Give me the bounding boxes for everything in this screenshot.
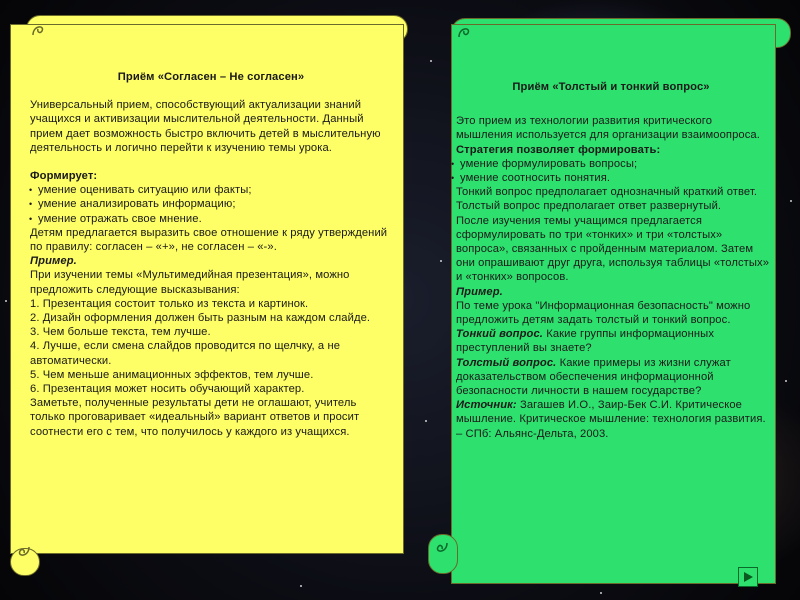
- thin-question-example: [456, 327, 770, 355]
- example-label: Пример.: [30, 255, 77, 268]
- example-text: По теме урока "Информационная безопасность" можно предложить детям задать толстый и тонкий вопрос.: [456, 299, 751, 327]
- statement: 6. Презентация может носить обучающий характер.: [30, 383, 305, 396]
- list-item: • умение анализировать информацию;: [30, 197, 392, 211]
- statement: 1. Презентация состоит только из текста и картинок.: [30, 297, 309, 310]
- right-card-content: [452, 80, 770, 441]
- scroll-curl-icon: [432, 540, 450, 558]
- left-card-content: [30, 70, 392, 439]
- scroll-curl-icon: [30, 20, 48, 38]
- list-item: • умение соотносить понятия.: [452, 171, 770, 185]
- thick-definition: Толстый вопрос предполагает ответ развернутый.: [456, 200, 722, 213]
- thin-definition: Тонкий вопрос предполагает однозначный краткий ответ.: [456, 186, 758, 199]
- procedure-text: После изучения темы учащимся предлагается сформулировать по три «тонких» и три «толстых» вопроса», связанных с пройденным материалом. Затем они опрашивают друг друга, используя таблицы «толстых» и «тонких» вопросов.: [456, 214, 770, 284]
- thick-question-example: [456, 356, 770, 399]
- thick-question-label: Толстый вопрос.: [456, 356, 557, 369]
- forms-list: [30, 183, 392, 226]
- left-card-intro: Универсальный прием, способствующий актуализации знаний учащихся и активизации мыслительной деятельности. Данный прием дает возможность быстро включить детей в мыслительную деятельность и логично перейти к изучению темы урока.: [30, 99, 381, 154]
- statement: 4. Лучше, если смена слайдов проводится по щелчку, а не автоматически.: [30, 340, 341, 367]
- task-text: Детям предлагается выразить свое отношение к ряду утверждений по правилу: согласен – «+», не согласен – «-».: [30, 226, 388, 254]
- right-card-title: Приём «Толстый и тонкий вопрос»: [512, 81, 710, 93]
- strategy-list: [452, 157, 770, 185]
- thin-question-text: Какие группы информационных преступлений вы знаете?: [456, 328, 715, 355]
- conclusion-text: Заметьте, полученные результаты дети не оглашают, учитель только проговаривает «идеальный» вариант ответов и просит соотнести его с тем, что получилось у каждого из учащихся.: [30, 397, 360, 438]
- statement: 5. Чем меньше анимационных эффектов, тем лучше.: [30, 368, 314, 381]
- forms-label: Формирует:: [30, 170, 98, 183]
- statement: 2. Дизайн оформления должен быть разным на каждом слайде.: [30, 312, 371, 325]
- example-intro: При изучении темы «Мультимедийная презентация», можно предложить следующие высказывания:: [30, 269, 350, 296]
- thin-question-label: Тонкий вопрос.: [456, 328, 543, 341]
- strategy-label: Стратегия позволяет формировать:: [456, 143, 661, 156]
- list-item: • умение отражать свое мнение.: [30, 212, 392, 226]
- list-item: • умение оценивать ситуацию или факты;: [30, 183, 392, 197]
- thick-question-text: Какие примеры из жизни служат доказательством обеспечения информационной безопасности личности в нашем государстве?: [456, 356, 731, 398]
- next-slide-button[interactable]: [738, 567, 758, 587]
- right-card-intro: Это прием из технологии развития критического мышления используется для организации взаимоопроса.: [456, 115, 760, 142]
- source-text: Загашев И.О., Заир-Бек С.И. Критическое мышление. Критическое мышление: технология развития. – СПб: Альянс-Дельта, 2003.: [456, 399, 766, 440]
- left-card-title: Приём «Согласен – Не согласен»: [117, 71, 305, 83]
- scroll-curl-icon: [14, 544, 32, 562]
- example-label: Пример.: [456, 285, 503, 298]
- list-item: • умение формулировать вопросы;: [452, 157, 770, 171]
- triangle-right-icon: [741, 570, 755, 584]
- statement: 3. Чем больше текста, тем лучше.: [30, 326, 211, 339]
- source-label: Источник:: [456, 399, 517, 412]
- scroll-curl-icon: [456, 22, 474, 40]
- source-citation: [456, 398, 770, 441]
